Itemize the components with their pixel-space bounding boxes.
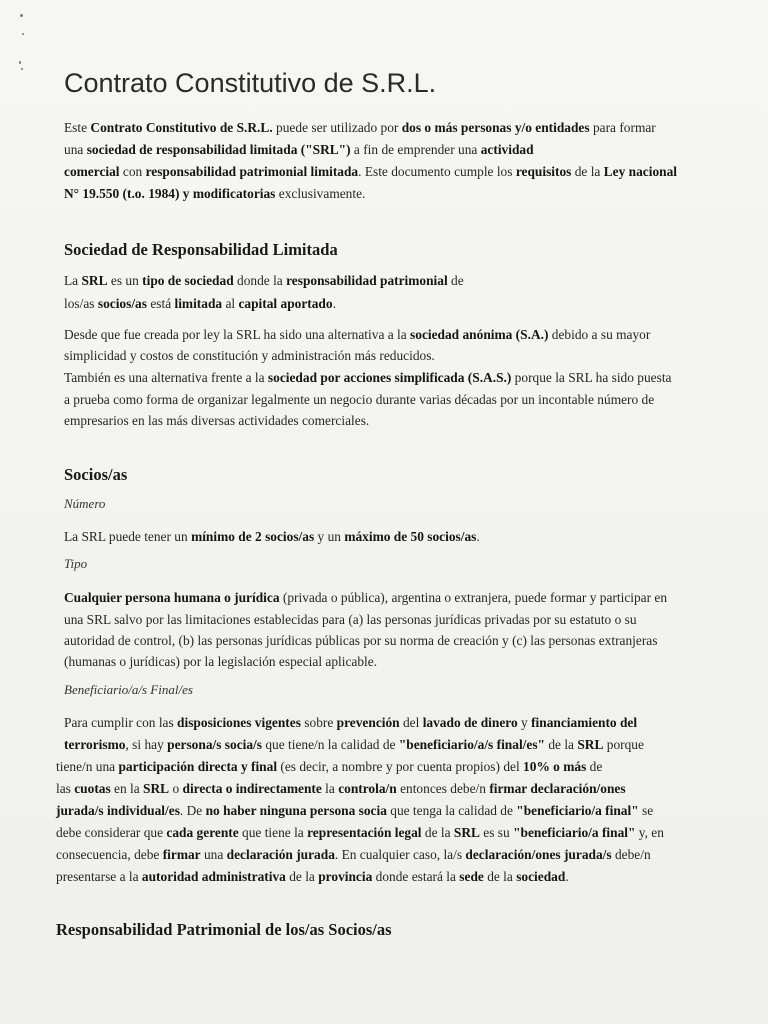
srl-line-4: simplicidad y costos de constitución y administración más reducidos. bbox=[64, 348, 435, 363]
subheading-beneficiario: Beneficiario/a/s Final/es bbox=[64, 682, 193, 697]
intro-line-1: Este Contrato Constitutivo de S.R.L. puede ser utilizado por dos o más personas y/o entidades para formar bbox=[64, 120, 656, 135]
scan-speck bbox=[22, 33, 24, 35]
tipo-line-1: Cualquier persona humana o jurídica (privada o pública), argentina o extranjera, puede formar y participar en bbox=[64, 590, 668, 605]
section-heading-responsabilidad: Responsabilidad Patrimonial de los/as Socios/as bbox=[56, 920, 392, 939]
subheading-tipo: Tipo bbox=[64, 556, 88, 571]
srl-line-2: los/as socios/as está limitada al capital aportado. bbox=[64, 296, 336, 311]
srl-line-1: La SRL es un tipo de sociedad donde la responsabilidad patrimonial de bbox=[64, 273, 464, 288]
intro-line-2: una sociedad de responsabilidad limitada ("SRL") a fin de emprender una actividad bbox=[64, 142, 534, 157]
tipo-line-4: (humanas o jurídicas) por la legislación especial aplicable. bbox=[64, 654, 378, 669]
intro-line-3: comercial con responsabilidad patrimonial limitada. Este documento cumple los requisitos de la Ley nacional bbox=[64, 164, 678, 179]
srl-line-7: empresarios en las más diversas actividades comerciales. bbox=[64, 413, 370, 428]
numero-line-1: La SRL puede tener un mínimo de 2 socios/as y un máximo de 50 socios/as. bbox=[64, 529, 480, 544]
beneficiario-line-7: consecuencia, debe firmar una declaración jurada. En cualquier caso, la/s declaración/ones jurada/s debe/n bbox=[56, 847, 651, 862]
srl-line-6: a prueba como forma de organizar legalmente un negocio durante varias décadas por un incontable número de bbox=[64, 392, 655, 407]
beneficiario-line-8: presentarse a la autoridad administrativa de la provincia donde estará la sede de la sociedad. bbox=[56, 869, 569, 884]
beneficiario-line-2: terrorismo, si hay persona/s socia/s que tiene/n la calidad de "beneficiario/a/s final/es" de la SRL porque bbox=[64, 737, 644, 752]
tipo-line-3: autoridad de control, (b) las personas jurídicas públicas por su norma de creación y (c) las personas extranjeras bbox=[64, 633, 658, 648]
srl-line-3: Desde que fue creada por ley la SRL ha sido una alternativa a la sociedad anónima (S.A.) debido a su mayor bbox=[64, 327, 651, 342]
section-heading-srl: Sociedad de Responsabilidad Limitada bbox=[64, 240, 338, 259]
section-heading-socios: Socios/as bbox=[64, 465, 128, 484]
scan-speck bbox=[21, 68, 23, 70]
srl-line-5: También es una alternativa frente a la sociedad por acciones simplificada (S.A.S.) porque la SRL ha sido puesta bbox=[64, 370, 672, 385]
intro-line-4: N° 19.550 (t.o. 1984) y modificatorias exclusivamente. bbox=[64, 186, 366, 201]
beneficiario-line-6: debe considerar que cada gerente que tiene la representación legal de la SRL es su "beneficiario/a final" y, en bbox=[56, 825, 664, 840]
tipo-line-2: una SRL salvo por las limitaciones establecidas para (a) las personas jurídicas privadas por su estatuto o su bbox=[64, 612, 637, 627]
beneficiario-line-5: jurada/s individual/es. De no haber ninguna persona socia que tenga la calidad de "beneficiario/a final" se bbox=[56, 803, 654, 818]
scan-speck bbox=[19, 61, 21, 64]
document-title: Contrato Constitutivo de S.R.L. bbox=[64, 68, 437, 98]
scan-speck bbox=[20, 14, 23, 17]
subheading-numero: Número bbox=[64, 496, 106, 511]
beneficiario-line-4: las cuotas en la SRL o directa o indirectamente la controla/n entonces debe/n firmar declaración/ones bbox=[56, 781, 626, 796]
beneficiario-line-1: Para cumplir con las disposiciones vigentes sobre prevención del lavado de dinero y financiamiento del bbox=[64, 715, 638, 730]
beneficiario-line-3: tiene/n una participación directa y final (es decir, a nombre y por cuenta propios) del 10% o más de bbox=[56, 759, 603, 774]
